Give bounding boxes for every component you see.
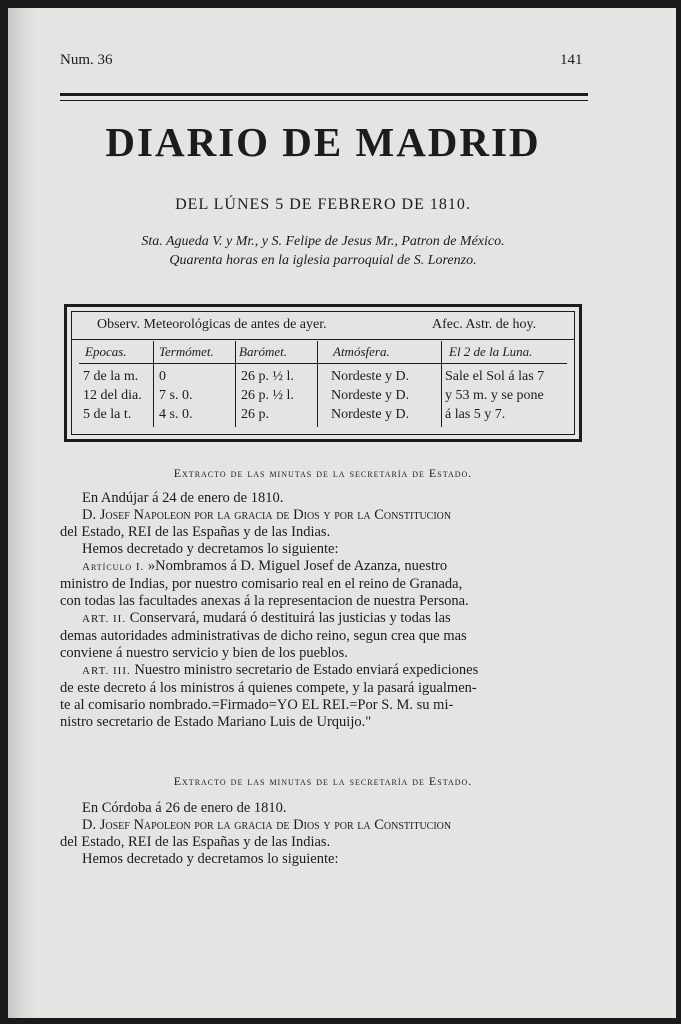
- row3-luna: á las 5 y 7.: [445, 407, 506, 422]
- row3-termo: 4 s. 0.: [159, 407, 193, 422]
- col-sep-1: [153, 341, 154, 427]
- article-2-first-line: [60, 610, 588, 628]
- article-1-text-1: ministro de Indias, por nuestro comisario real en el reino de Granada,: [60, 576, 463, 592]
- masthead-title: DIARIO DE MADRID: [105, 119, 541, 165]
- row1-atmos: Nordeste y D.: [331, 369, 410, 384]
- col-baromet: Barómet.: [239, 344, 288, 359]
- weather-table: [64, 304, 582, 442]
- col-sep-2: [235, 341, 236, 427]
- article-3-text-2: te al comisario nombrado.=Firmado=YO EL REI.=Por S. M. su mi-: [60, 697, 454, 713]
- col-sep-3: [317, 341, 318, 427]
- observ-title: Observ. Meteorológicas de antes de ayer.: [97, 317, 327, 332]
- row1-luna: Sale el Sol á las 7: [445, 369, 545, 384]
- decree1-sovereign: D. Josef Napoleon por la gracia de Dios y por la Constitucion: [82, 507, 452, 523]
- decree2-place-date: En Córdoba á 26 de enero de 1810.: [82, 800, 287, 816]
- decree2-realm: del Estado, REI de las Españas y de las Indias.: [60, 834, 331, 850]
- article-3-text-3: nistro secretario de Estado Mariano Luis de Urquijo.": [60, 714, 372, 730]
- article-3-text-1: de este decreto á los ministros á quienes compete, y la pasará igualmen-: [60, 680, 477, 696]
- decree2-sovereign: D. Josef Napoleon por la gracia de Dios y por la Constitucion: [82, 817, 452, 833]
- decree1-realm: del Estado, REI de las Españas y de las Indias.: [60, 524, 331, 540]
- row1-epoca: 7 de la m.: [83, 369, 139, 384]
- row2-barom: 26 p. ½ l.: [241, 388, 294, 403]
- top-rule-thick: [60, 93, 588, 96]
- decree2-decreed: Hemos decretado y decretamos lo siguiente:: [82, 851, 339, 867]
- article-2-text-1: demas autoridades administrativas de dicho reino, segun crea que mas: [60, 628, 467, 644]
- col-atmosfera: Atmósfera.: [333, 344, 390, 359]
- col-sep-4: [441, 341, 442, 427]
- article-2-text-2: conviene á nuestro servicio y bien de los pueblos.: [60, 645, 348, 661]
- article-3-label: ART. III.: [82, 665, 131, 677]
- decree1-decreed: Hemos decretado y decretamos lo siguiente:: [82, 541, 339, 557]
- issue-number: Num. 36: [60, 52, 113, 68]
- dateline: DEL LÚNES 5 DE FEBRERO DE 1810.: [175, 196, 471, 213]
- decree2-body: [60, 800, 588, 868]
- article-1-text-0: »Nombramos á D. Miguel Josef de Azanza, nuestro: [147, 558, 448, 574]
- decree1-heading: Extracto de las minutas de la secretaría de Estado.: [173, 466, 473, 480]
- saints-line-1: Sta. Agueda V. y Mr., y S. Felipe de Jesus Mr., Patron de México.: [141, 234, 505, 249]
- decree1-place-date: En Andújar á 24 de enero de 1810.: [82, 490, 284, 506]
- row3-epoca: 5 de la t.: [83, 407, 132, 422]
- col-luna: El 2 de la Luna.: [449, 344, 533, 359]
- row2-luna: y 53 m. y se pone: [445, 388, 544, 403]
- article-2-label: ART. II.: [82, 613, 127, 625]
- row2-atmos: Nordeste y D.: [331, 388, 410, 403]
- binding-gutter: [8, 8, 36, 1018]
- newspaper-page: [8, 8, 676, 1018]
- article-3-first-line: [60, 662, 588, 680]
- top-rule-thin: [60, 100, 588, 101]
- afec-title: Afec. Astr. de hoy.: [432, 317, 537, 332]
- article-2-text-0: Conservará, mudará ó destituirá las justicias y todas las: [129, 610, 451, 626]
- row3-atmos: Nordeste y D.: [331, 407, 410, 422]
- col-epocas: Epocas.: [85, 344, 127, 359]
- decree2-heading: Extracto de las minutas de la secretaría de Estado.: [173, 774, 473, 788]
- row2-termo: 7 s. 0.: [159, 388, 193, 403]
- saints-line-2: Quarenta horas en la iglesia parroquial de S. Lorenzo.: [169, 253, 477, 268]
- row1-termo: 0: [159, 369, 166, 384]
- article-1-text-2: con todas las facultades anexas á la representacion de nuestra Persona.: [60, 593, 469, 609]
- col-termomet: Termómet.: [159, 344, 214, 359]
- article-1-label: Artículo I.: [82, 561, 145, 573]
- page-number: 141: [560, 52, 583, 68]
- row1-barom: 26 p. ½ l.: [241, 369, 294, 384]
- row2-epoca: 12 del dia.: [83, 388, 142, 403]
- decree1-body: [60, 490, 588, 731]
- article-1-first-line: [60, 558, 588, 576]
- article-3-text-0: Nuestro ministro secretario de Estado enviará expediciones: [134, 662, 479, 678]
- header-divider: [71, 339, 575, 340]
- row3-barom: 26 p.: [241, 407, 269, 422]
